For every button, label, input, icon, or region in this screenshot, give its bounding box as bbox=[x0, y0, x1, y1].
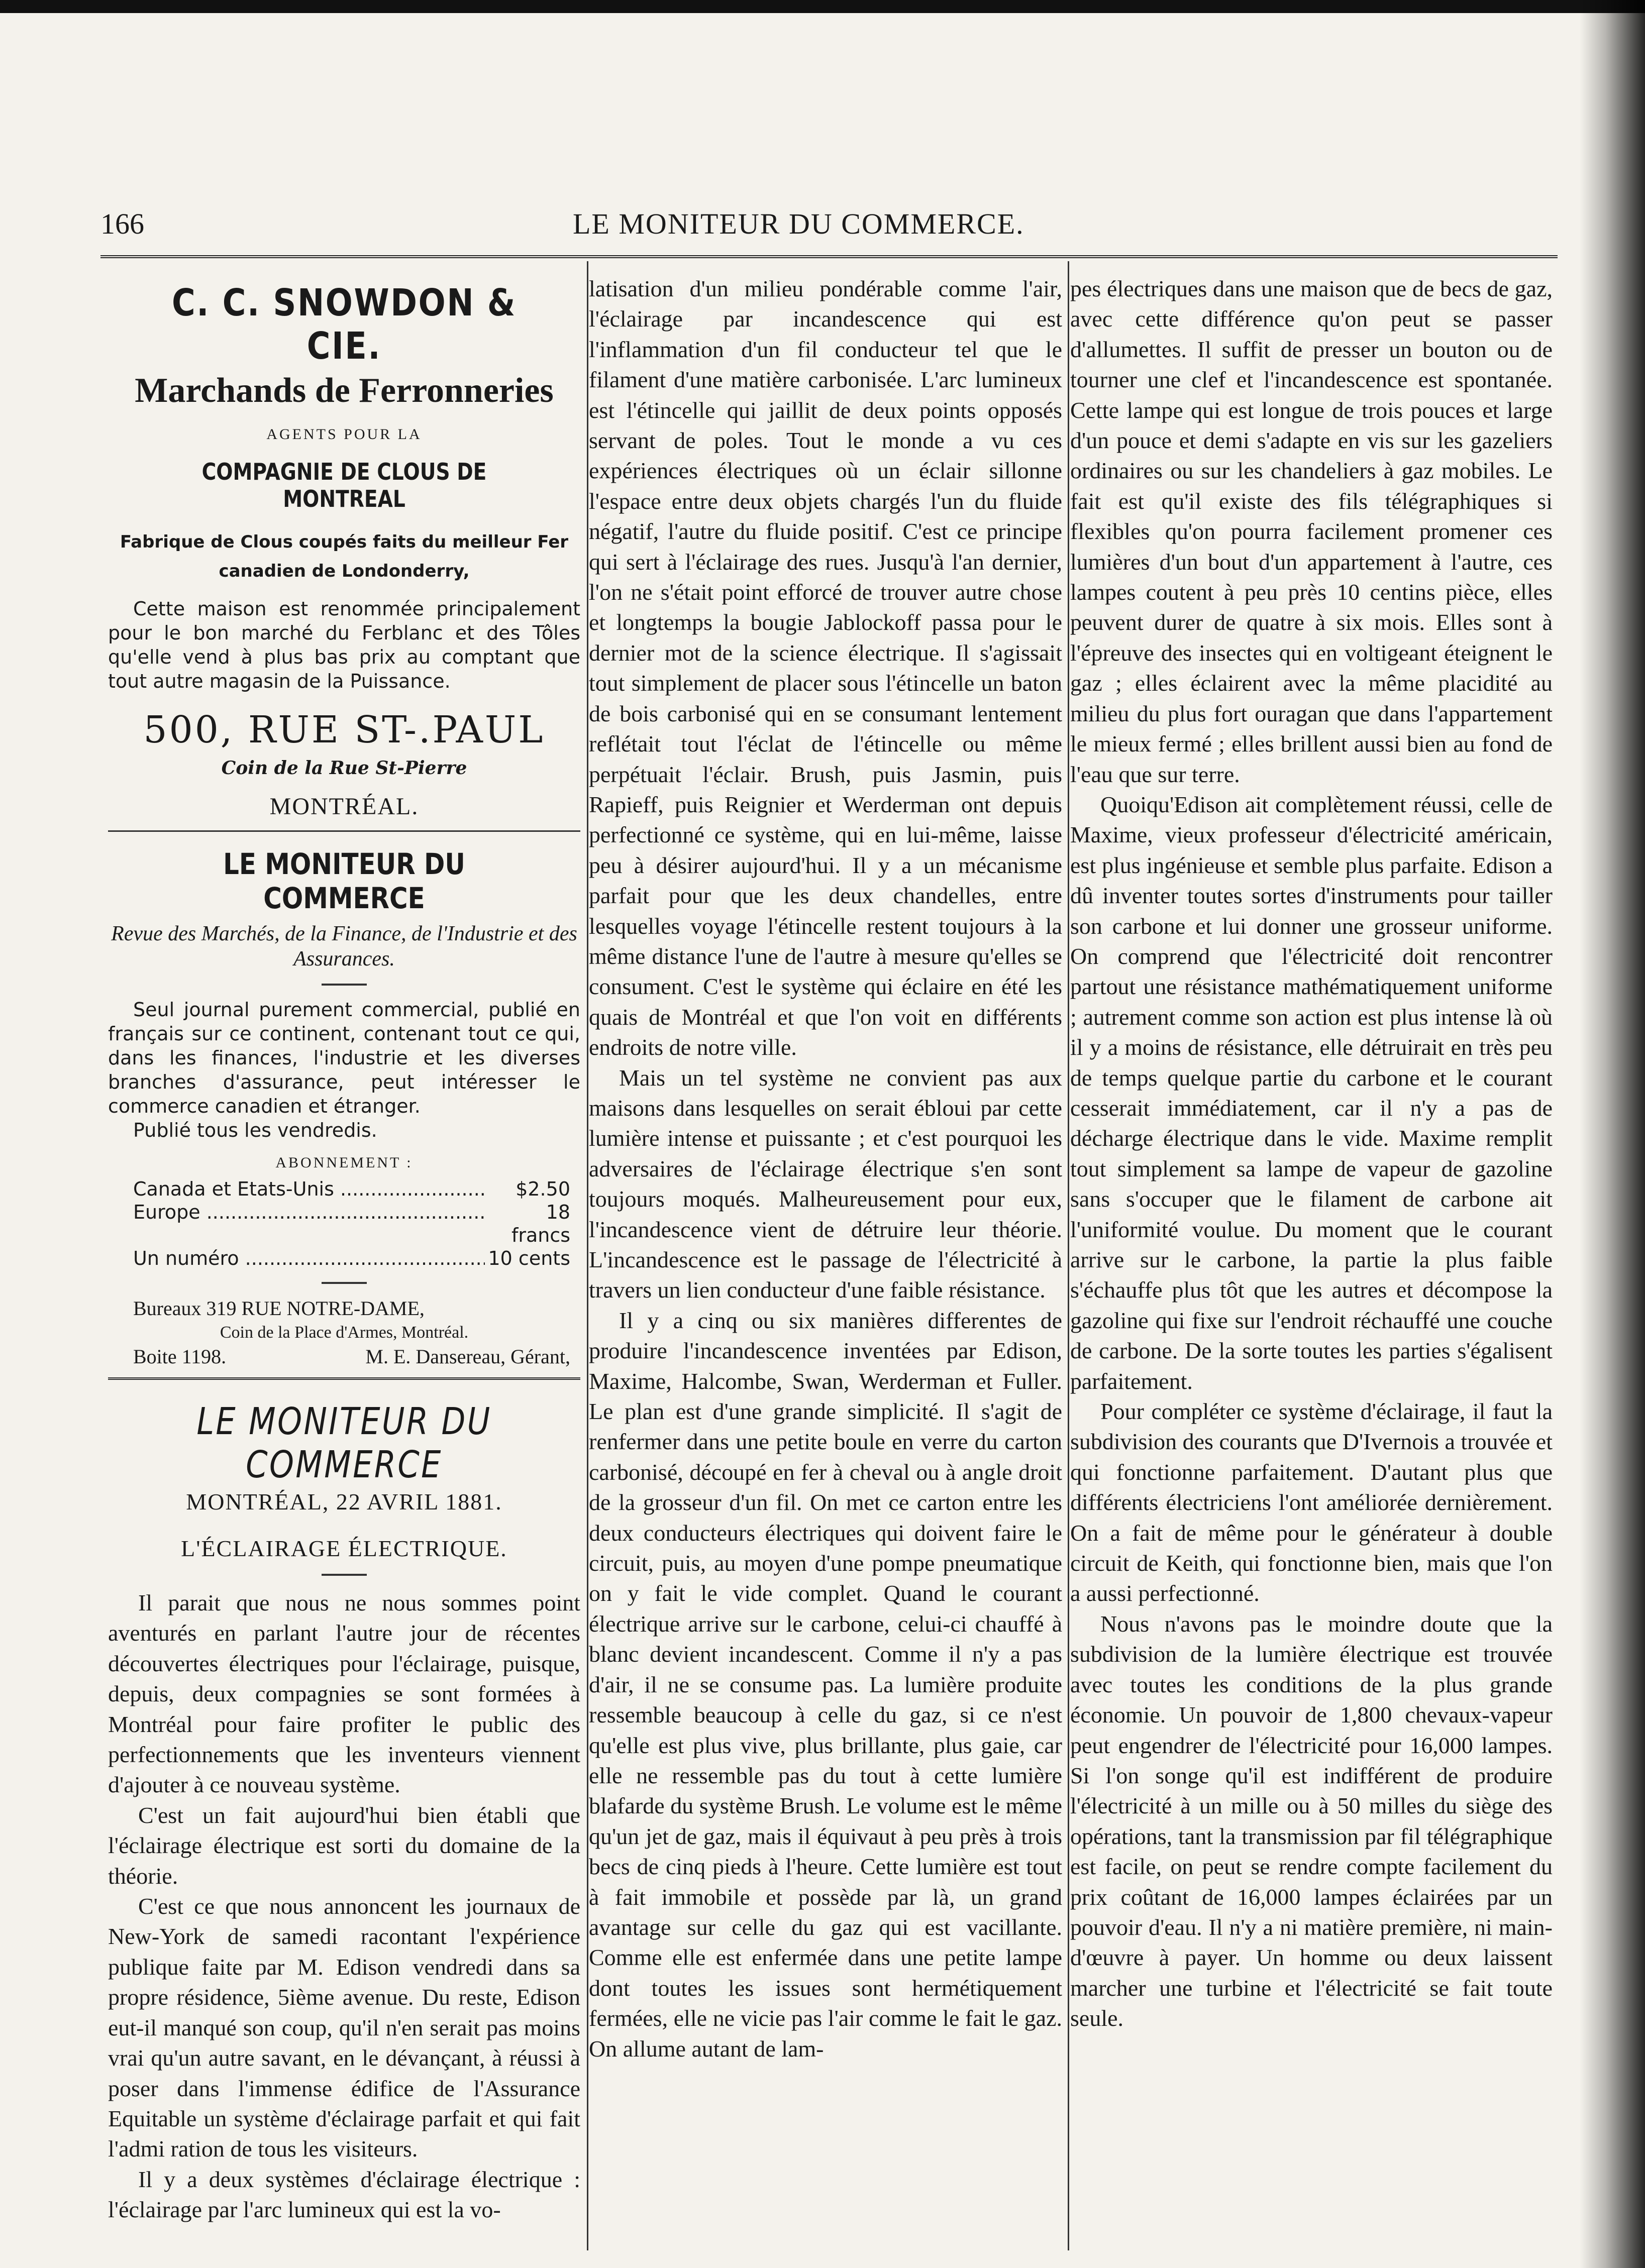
publication-subtitle: Revue des Marchés, de la Finance, de l'Industrie et des Assurances. bbox=[111, 922, 577, 970]
column-rule-2 bbox=[1068, 261, 1069, 2250]
publication-title: LE MONITEUR DU COMMERCE bbox=[223, 847, 465, 915]
advert-corner: Coin de la Rue St-Pierre bbox=[221, 758, 467, 779]
office-address: Bureaux 319 RUE NOTRE-DAME, bbox=[133, 1297, 425, 1320]
paragraph: Mais un tel système ne convient pas aux maisons dans lesquelles on serait ébloui par cette lumière intense et puissante ; et c'est pourquoi les adversaires de l'éclairage électrique s'en sont toujours moqués. Malheureusement pour eux, l'incandescence vient de détruire leur théorie. L'incandescence est le passage de l'électricité à travers un lien conducteur d'une faible résistance. bbox=[589, 1064, 1062, 1303]
advertisement bbox=[108, 281, 580, 820]
article-headline: L'ÉCLAIRAGE ÉLECTRIQUE. bbox=[181, 1536, 507, 1561]
office-box-manager bbox=[108, 1344, 580, 1369]
price-value: 10 cents bbox=[488, 1247, 570, 1269]
short-rule bbox=[322, 984, 367, 986]
masthead-dateline: MONTRÉAL, 22 AVRIL 1881. bbox=[186, 1489, 502, 1515]
advert-address: 500, RUE ST-.PAUL bbox=[143, 708, 545, 751]
post-box: Boite 1198. bbox=[133, 1345, 227, 1368]
price-row bbox=[108, 1177, 580, 1201]
price-value: $2.50 bbox=[516, 1178, 570, 1200]
header-rule bbox=[100, 255, 1558, 258]
short-rule bbox=[322, 1282, 367, 1284]
section-double-rule bbox=[108, 1377, 580, 1380]
paragraph: latisation d'un milieu pondérable comme l'air, l'éclairage par incandescence qui est l'inflammation d'un fil conducteur tel que le filament d'une matière carbonisée. L'arc lumineux est l'étincelle qui jaillit de deux points opposés servant de poles. Tout le monde a vu ces expériences électriques où un éclair sillonne l'espace entre deux objets chargés l'un du fluide négatif, l'autre du fluide positif. C'est ce principe qui sert à l'éclairage des rues. Jusqu'à l'an dernier, l'on ne s'était point efforcé de trouver autre chose et longtemps la bougie Jablockoff passa pour le dernier mot de la science électrique. Il s'agissait tout simplement de placer sous l'étincelle un baton de bois carbonisé qui en se consumant lentement reflétait tout l'éclat de l'étincelle ou même perpétuait l'éclair. Brush, puis Jasmin, puis Rapieff, puis Reignier et Werderman ont depuis perfectionné ce système, qui en lui-même, laisse peu à désirer aujourd'hui. Il y a un mécanisme parfait pour que les deux chandelles, entre lesquelles voyage l'étincelle restent toujours à la même distance l'une de l'autre à mesure qu'elles se consument. C'est le système qui éclaire en été les quais de Montréal et que l'on voit en différents endroits de notre ville. bbox=[589, 276, 1062, 1060]
subscription-header: ABONNEMENT : bbox=[275, 1154, 413, 1171]
advert-city: MONTRÉAL. bbox=[269, 793, 419, 820]
paragraph: Il parait que nous ne nous sommes point aventurés en parlant l'autre jour de récentes découvertes électriques pour l'éclairage, puisque, depuis, deux compagnies se sont formées à Montréal pour faire profiter le public des perfectionnements que les inventeurs viennent d'ajouter à ce nouveau système. bbox=[108, 1590, 580, 1798]
office-corner: Coin de la Place d'Armes, Montréal. bbox=[220, 1323, 469, 1342]
manager-name: M. E. Dansereau, Gérant, bbox=[365, 1345, 570, 1368]
article-text-col1 bbox=[108, 1588, 580, 2225]
scan-edge-shadow bbox=[1580, 0, 1645, 2268]
column-3 bbox=[1070, 274, 1553, 2034]
paragraph: Quoiqu'Edison ait complètement réussi, celle de Maxime, vieux professeur d'électricité américain, est plus ingénieuse et semble plus parfaite. Edison a dû inventer toutes sortes d'instruments pour tailler son carbone et lui donner une grosseur uniforme. On comprend que l'électricité doit rencontrer partout une résistance mathématiquement uniforme ; autrement comme son action est plus intense là où il y a moins de résistance, elle détruirait en très peu de temps quelque partie du carbone et le courant cesserait immédiatement, car il n'y a pas de décharge électrique dans le vide. Maxime remplit tout simplement sa lampe de vapeur de gazoline sans s'occuper que le filament de carbone ait l'uniformité voulue. Du moment que le courant arrive sur le carbone, la partie la plus faible s'échauffe plus tôt que les autres et décompose la gazoline qui fixe sur l'endroit réchauffé une couche de carbone. De la sorte toutes les parties s'égalisent parfaitement. bbox=[1070, 791, 1553, 1394]
publication-description: Seul journal purement commercial, publié en français sur ce continent, contenant tout ce qui, dans les finances, l'industrie et les diverses branches d'assurance, peut intéresser le commerce canadien et étranger. bbox=[108, 999, 580, 1117]
page-header bbox=[100, 207, 1558, 247]
price-value: 18 francs bbox=[511, 1201, 570, 1246]
price-label: Un numéro ..... bbox=[133, 1247, 485, 1270]
page-number: 166 bbox=[100, 207, 144, 240]
masthead-title: LE MONITEUR DU COMMERCE bbox=[196, 1400, 492, 1486]
paragraph: C'est ce que nous annoncent les journaux de New-York de samedi racontant l'expérience publique faite par M. Edison vendredi dans sa propre résidence, 5ième avenue. Du reste, Edison eut-il manqué son coup, qu'il n'en serait pas moins vrai qu'un autre savant, en le dévançant, à réussi à poser dans l'immense édifice de l'Assurance Equitable un système d'éclairage parfait et qui fait l'admi ration de tous les visiteurs. bbox=[108, 1893, 580, 2162]
advert-agents: AGENTS POUR LA bbox=[266, 426, 422, 443]
price-label: Canada et Etats-Unis ..... bbox=[133, 1177, 485, 1201]
paragraph: C'est un fait aujourd'hui bien établi que l'éclairage électrique est sorti du domaine de la théorie. bbox=[108, 1802, 580, 1889]
column-2 bbox=[589, 274, 1062, 2064]
column-1 bbox=[108, 271, 580, 2225]
advert-nail-company: COMPAGNIE DE CLOUS DE MONTREAL bbox=[201, 458, 487, 512]
paragraph: Nous n'avons pas le moindre doute que la subdivision de la lumière électrique est trouvée avec toutes les conditions de la plus grande économie. Un pouvoir de 1,800 chevaux-vapeur peut engendrer de l'électricité pour 16,000 lampes. Si l'on songe qu'il est indifférent de produire l'électricité à un mille ou à 50 milles du siège des opérations, tant la transmission par fil télégraphique est facile, on peut se rendre compte facilement du prix coûtant de 16,000 lampes éclairées par un pouvoir d'eau. Il n'y a ni matière première, ni main-d'œuvre à payer. Un homme ou deux laissent marcher une turbine et l'électricité se fait toute seule. bbox=[1070, 1610, 1553, 2031]
advert-company-name: C. C. SNOWDON & CIE. bbox=[171, 281, 517, 368]
paragraph: Il y a cinq ou six manières differentes de produire l'incandescence inventées par Edison, Maxime, Halcombe, Swan, Werderman et Fuller. Le plan est d'une grande simplicité. Il s'agit de renfermer dans une petite boule en verre du carton carbonisé, découpé en fer à cheval ou à angle droit de la grosseur d'un fil. On met ce carton entre les deux conducteurs électriques qui doivent faire le circuit, puis, au moyen d'une pompe pneumatique on y fait le vide complet. Quand le courant électrique arrive sur le carbone, celui-ci chauffé à blanc devient incandescent. Comme il n'y a pas d'air, il ne se consume pas. La lumière produite ressemble beaucoup à celle du gaz, si ce n'est qu'elle est plus vive, plus brillante, plus gaie, car elle ne ressemble pas du tout à cette lumière blafarde du système Brush. Le volume est le même qu'un jet de gaz, mais il équivaut à peu près à trois becs de cinq pieds à l'heure. Cette lumière est tout à fait immobile et possède par là, un grand avantage sur celle du gaz qui est vacillante. Comme elle est enfermée dans une petite lampe dont toutes les issues sont hermétiquement fermées, elle ne vicie pas l'air comme le fait le gaz. On allume autant de lam- bbox=[589, 1307, 1062, 2062]
publication-frequency: Publié tous les vendredis. bbox=[133, 1119, 377, 1141]
price-label: Europe ..... bbox=[133, 1201, 485, 1247]
scan-top-border bbox=[0, 0, 1645, 13]
advert-fabrique: Fabrique de Clous coupés faits du meilleur Fer canadien de Londonderry, bbox=[120, 532, 569, 581]
advert-trade: Marchands de Ferronneries bbox=[135, 371, 554, 410]
price-row bbox=[108, 1201, 580, 1247]
publication-notice bbox=[108, 847, 580, 1369]
running-title: LE MONITEUR DU COMMERCE. bbox=[573, 207, 1024, 240]
advert-description: Cette maison est renommée principalement pour le bon marché du Ferblanc et des Tôles qu'elle vend à plus bas prix au comptant que tout autre magasin de la Puissance. bbox=[108, 598, 580, 692]
paragraph: pes électriques dans une maison que de becs de gaz, avec cette différence qu'on peut se passer d'allumettes. Il suffit de presser un bouton ou de tourner une clef et l'incandescence est spontanée. Cette lampe qui est longue de trois pouces et large d'un pouce et demi s'adapte en vis sur les gazeliers ordinaires ou sur les chandeliers à gaz mobiles. Le fait est qu'il existe des fils télégraphiques si flexibles qu'on pourra facilement promener ces lumières d'un bout d'un appartement à l'autre, ces lampes coutent à peu près 10 centins pièce, elles peuvent durer de quatre à six mois. Elles sont à l'épreuve des insectes qui en voltigeant éteignent le gaz ; elles éclairent avec la même placidité au milieu du plus fort ouragan que dans l'appartement le mieux fermé ; elles brillent aussi bien au fond de l'eau que sur terre. bbox=[1070, 276, 1553, 787]
paragraph: Pour compléter ce système d'éclairage, il faut la subdivision des courants que D'Ivernois a trouvée et qui fonctionne parfaitement. D'autant plus que différents électriciens l'ont améliorée dernièrement. On a fait de même pour le générateur à double circuit de Keith, qui fonctionne bien, mais que l'on a aussi perfectionné. bbox=[1070, 1398, 1553, 1606]
column-rule-1 bbox=[587, 261, 588, 2250]
section-rule bbox=[108, 830, 580, 832]
price-row bbox=[108, 1247, 580, 1270]
short-rule bbox=[322, 1574, 367, 1576]
paragraph: Il y a deux systèmes d'éclairage électrique : l'éclairage par l'arc lumineux qui est la vo- bbox=[108, 2166, 580, 2223]
